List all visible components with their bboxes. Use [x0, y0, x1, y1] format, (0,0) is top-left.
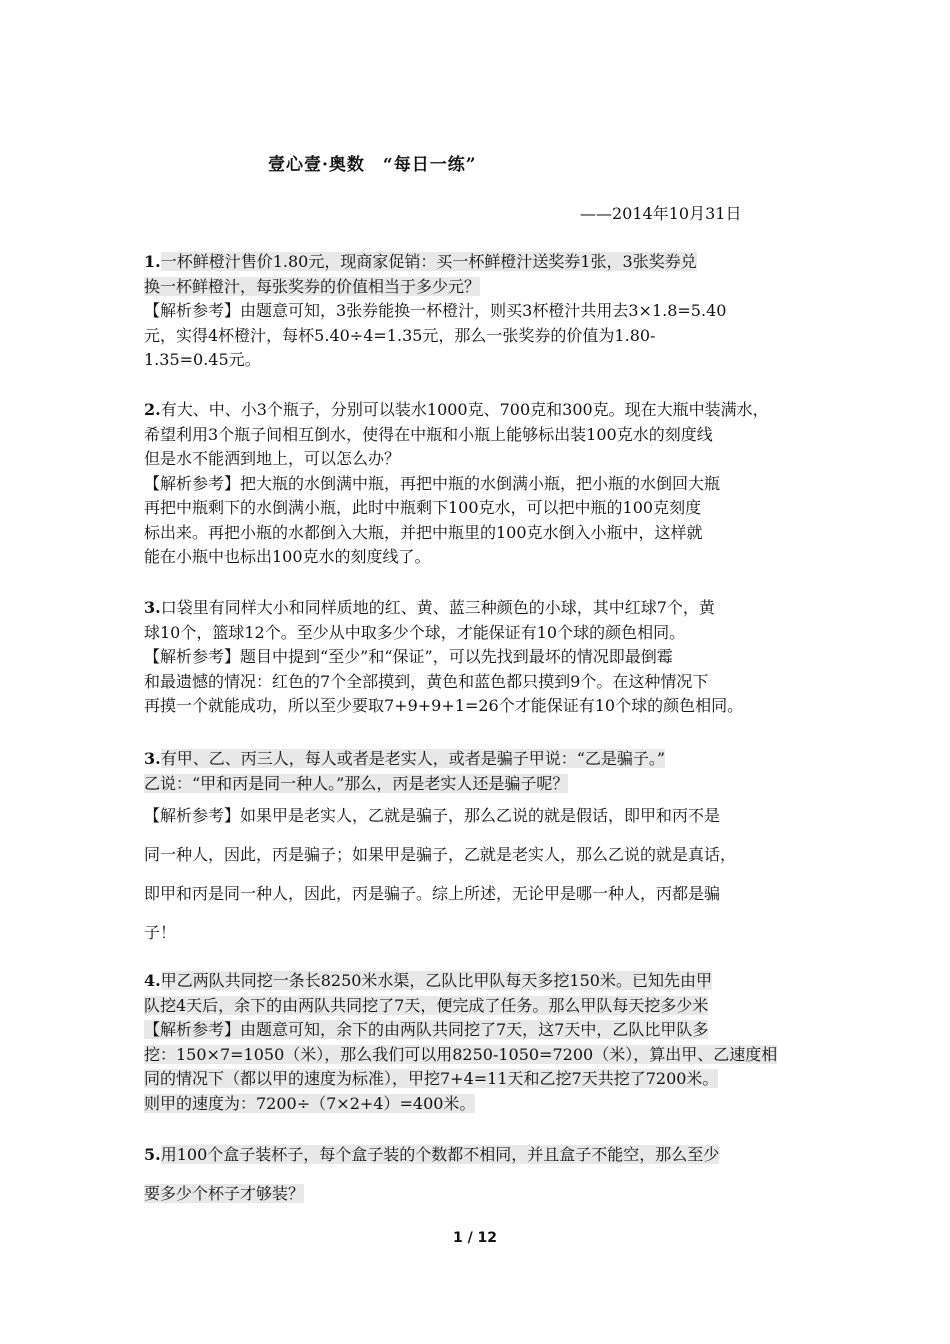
- problem-1: [144, 250, 812, 373]
- question-text: 球10个，篮球12个。至少从中取多少个球，才能保证有10个球的颜色相同。: [144, 622, 686, 642]
- page-date: ——2014年10月31日: [580, 204, 742, 223]
- question-text: 希望利用3个瓶子间相互倒水，使得在中瓶和小瓶上能够标出装100克水的刻度线: [144, 424, 713, 444]
- answer-line: 子！: [144, 923, 177, 942]
- problem-number: 4.: [144, 971, 161, 990]
- answer-text: 【解析参考】由题意可知，余下的由两队共同挖了7天，这7天中，乙队比甲队多: [144, 1020, 709, 1039]
- answer-line: 【解析参考】由题意可知，3张券能换一杯橙汁，则买3杯橙汁共用去3×1.8=5.40: [144, 301, 727, 320]
- answer-line: [144, 1043, 812, 1068]
- answer-line: 同一种人，因此，丙是骗子；如果甲是骗子，乙就是老实人，那么乙说的就是真话，: [144, 845, 737, 864]
- page-number: 1 / 12: [452, 1230, 498, 1246]
- problem-number: 1.: [144, 252, 161, 271]
- problem-2: [144, 398, 812, 570]
- answer-line: 再摸一个就能成功，所以至少要取7+9+9+1=26个才能保证有10个球的颜色相同。: [144, 696, 744, 715]
- problem-number: 2.: [144, 400, 161, 419]
- answer-line: [144, 1018, 812, 1043]
- answer-line: 1.35=0.45元。: [144, 350, 261, 369]
- problem-line: [144, 994, 812, 1019]
- problem-number: 3.: [144, 749, 161, 768]
- problem-4: [144, 747, 812, 952]
- problem-number: 5.: [144, 1145, 161, 1164]
- answer-line: 元，实得4杯橙汁，每杯5.40÷4=1.35元，那么一张奖券的价值为1.80-: [144, 325, 656, 345]
- answer-line: 能在小瓶中也标出100克水的刻度线了。: [144, 547, 431, 566]
- answer-line: 和最遗憾的情况：红色的7个全部摸到，黄色和蓝色都只摸到9个。在这种情况下: [144, 671, 709, 691]
- problem-line: [144, 596, 812, 621]
- question-text: 甲乙两队共同挖一条长8250米水渠，乙队比甲队每天多挖150米。已知先由甲: [160, 971, 712, 990]
- question-text: 有大、中、小3个瓶子，分别可以装水1000克、700克和300克。现在大瓶中装满水，: [160, 400, 769, 419]
- problem-line: [144, 747, 812, 772]
- answer-line: 再把中瓶剩下的水倒满小瓶，此时中瓶剩下100克水，可以把中瓶的100克刻度: [144, 498, 702, 517]
- problem-line: [144, 250, 812, 275]
- question-text: 一杯鲜橙汁售价1.80元，现商家促销：买一杯鲜橙汁送奖券1张，3张奖券兑: [160, 252, 697, 271]
- problem-line: [144, 772, 812, 797]
- problem-5: [144, 969, 812, 1116]
- question-text: 乙说：“甲和丙是同一种人。”那么，丙是老实人还是骗子呢？: [144, 773, 569, 793]
- problem-line: [144, 1174, 812, 1213]
- problem-line: [144, 398, 812, 423]
- problem-line: [144, 1135, 812, 1174]
- answer-line: [144, 1092, 812, 1117]
- question-text: 口袋里有同样大小和同样质地的红、黄、蓝三种颜色的小球，其中红球7个，黄: [160, 598, 715, 617]
- page-title: 壹心壹·奥数 “每日一练”: [268, 155, 477, 175]
- problem-number: 3.: [144, 598, 161, 617]
- question-text: 要多少个杯子才够装？: [144, 1184, 305, 1203]
- answer-line: 标出来。再把小瓶的水都倒入大瓶，并把中瓶里的100克水倒入小瓶中，这样就: [144, 522, 703, 542]
- answer-line: [144, 1067, 812, 1092]
- question-text: 有甲、乙、丙三人，每人或者是老实人，或者是骗子甲说：“乙是骗子。”: [160, 749, 666, 768]
- answer-line: 【解析参考】如果甲是老实人，乙就是骗子，那么乙说的就是假话，即甲和丙不是: [144, 806, 721, 825]
- problem-6: [144, 1135, 812, 1213]
- answer-line: 【解析参考】把大瓶的水倒满中瓶，再把中瓶的水倒满小瓶，把小瓶的水倒回大瓶: [144, 473, 721, 493]
- answer-text: 同的情况下（都以甲的速度为标准），甲挖7+4=11天和乙挖7天共挖了7200米。: [144, 1069, 719, 1088]
- problem-3: [144, 596, 812, 719]
- answer-text: 则甲的速度为：7200÷（7×2+4）=400米。: [144, 1093, 476, 1113]
- question-text: 队挖4天后，余下的由两队共同挖了7天，便完成了任务。那么甲队每天挖多少米: [144, 995, 709, 1015]
- answer-line: 即甲和丙是同一种人，因此，丙是骗子。综上所述，无论甲是哪一种人，丙都是骗: [144, 884, 721, 903]
- answer-text: 挖：150×7=1050（米），那么我们可以用8250-1050=7200（米），算出甲、乙速度相: [144, 1044, 778, 1064]
- question-text: 用100个盒子装杯子，每个盒子装的个数都不相同，并且盒子不能空，那么至少: [160, 1145, 720, 1164]
- problem-line: [144, 275, 812, 300]
- question-text: 但是水不能洒到地上，可以怎么办？: [144, 449, 401, 468]
- problem-line: [144, 969, 812, 994]
- question-text: 换一杯鲜橙汁，每张奖券的价值相当于多少元？: [144, 276, 481, 296]
- answer-block: [144, 796, 812, 952]
- answer-line: 【解析参考】题目中提到“至少”和“保证”，可以先找到最坏的情况即最倒霉: [144, 647, 673, 666]
